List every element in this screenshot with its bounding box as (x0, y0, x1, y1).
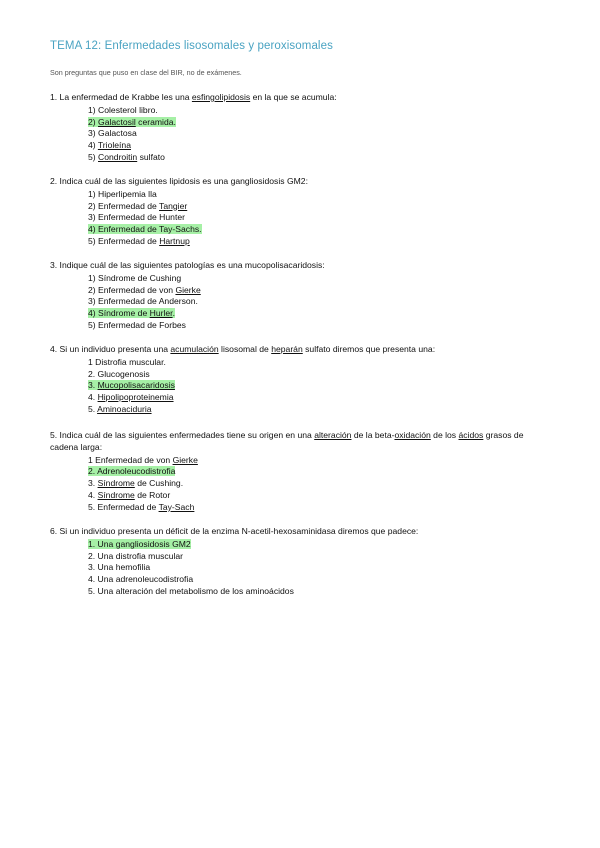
text-fragment: 4. (88, 392, 98, 403)
option-text (88, 490, 170, 500)
option (88, 562, 550, 574)
option-text (88, 551, 183, 561)
question-text (50, 92, 550, 104)
highlighted-answer (88, 224, 202, 234)
option (88, 105, 550, 117)
text-fragment: ceramida. (135, 116, 176, 127)
text-fragment: 4. Una adrenoleucodistrofia (88, 574, 194, 585)
text-fragment: 5) (88, 151, 99, 162)
text-fragment: 1. Una gangliosidosis GM2 (88, 538, 191, 549)
option-text (88, 574, 193, 584)
question-4 (50, 344, 550, 416)
option (88, 502, 550, 514)
highlighted-answer (88, 466, 175, 476)
option (88, 392, 550, 404)
option-text (88, 152, 165, 162)
underlined-term: Síndrome (97, 478, 135, 489)
text-fragment: 2) Enfermedad de (88, 200, 160, 211)
text-fragment: 1) Hiperlipemia lla (88, 188, 157, 199)
underlined-term: acumulación (170, 344, 219, 354)
option (88, 478, 550, 490)
question-text (50, 430, 550, 454)
option-text (88, 236, 190, 246)
text-fragment: 5. (88, 403, 98, 414)
underlined-term: Gierke (172, 454, 198, 465)
underlined-term: Tay-Sach (158, 501, 195, 512)
document-subtitle: Son preguntas que puso en clase del BIR, no de exámenes. (50, 68, 242, 77)
option (88, 490, 550, 502)
text-fragment: 1 Enfermedad de von (88, 454, 173, 465)
text-fragment: en la que se acumula: (250, 92, 337, 102)
underlined-term: Galactosil (98, 116, 136, 127)
option (88, 152, 550, 164)
option (88, 586, 550, 598)
text-fragment: de Rotor (134, 489, 171, 500)
option-text (88, 296, 198, 306)
text-fragment: sulfato (137, 151, 165, 162)
text-fragment: 3. Una hemofilia (88, 562, 151, 573)
underlined-term: heparán (271, 344, 303, 354)
text-fragment: 5) Enfermedad de Forbes (88, 319, 186, 330)
text-fragment: 3. (88, 380, 98, 391)
correct-option (88, 117, 550, 129)
option-text (88, 586, 294, 596)
question-2 (50, 176, 550, 248)
text-fragment: 1. La enfermedad de Krabbe les una (50, 92, 192, 102)
text-fragment: 3. (88, 478, 98, 489)
highlighted-answer (88, 380, 175, 390)
option (88, 369, 550, 381)
question-3 (50, 260, 550, 332)
underlined-term: Mucopolisacaridosis (97, 380, 175, 391)
text-fragment: 4) Síndrome de (88, 308, 150, 319)
underlined-term: alteración (314, 430, 352, 440)
underlined-term: Tangier (159, 200, 188, 211)
text-fragment: 1 Distrofia muscular. (88, 356, 166, 367)
option-text (88, 201, 187, 211)
text-fragment: 3) Enfermedad de Anderson. (88, 296, 198, 307)
option-text (88, 392, 174, 402)
text-fragment: grasos de cadena larga: (50, 430, 524, 452)
option-text (88, 212, 185, 222)
text-fragment: 4) Enfermedad de Tay-Sachs. (88, 224, 202, 235)
underlined-term: Trioleína (97, 140, 131, 151)
text-fragment: 4. (88, 489, 98, 500)
option (88, 285, 550, 297)
option (88, 574, 550, 586)
correct-option (88, 380, 550, 392)
text-fragment: de la beta- (351, 430, 395, 440)
option-text (88, 140, 131, 150)
underlined-term: oxidación (394, 430, 431, 440)
underlined-term: Hartnup (159, 235, 190, 246)
text-fragment: 2. Adrenoleucodistrofia (88, 466, 176, 477)
option-text (88, 455, 198, 465)
question-text (50, 344, 550, 356)
correct-option (88, 539, 550, 551)
option-text (88, 502, 194, 512)
option (88, 296, 550, 308)
text-fragment: 4) (88, 140, 98, 151)
option (88, 273, 550, 285)
option (88, 455, 550, 467)
text-fragment: 5) Enfermedad de (88, 235, 160, 246)
text-fragment: 3) Enfermedad de Hunter (88, 212, 185, 223)
text-fragment: 5. Indica cuál de las siguientes enfermedades tiene su origen en una (50, 430, 315, 440)
option-text (88, 478, 183, 488)
underlined-term: Síndrome (97, 489, 135, 500)
text-fragment: 1) Colesterol libro. (88, 104, 158, 115)
option-list (88, 539, 550, 598)
underlined-term: Hipolipoproteinemia (97, 392, 174, 403)
option (88, 236, 550, 248)
option-list (88, 105, 550, 164)
text-fragment: 2) (88, 116, 99, 127)
text-fragment: de los (430, 430, 459, 440)
text-fragment: 2. Indica cuál de las siguientes lipidosis es una gangliosidosis GM2: (50, 176, 308, 186)
question-1 (50, 92, 550, 164)
text-fragment: 4. Si un individuo presenta una (50, 344, 171, 354)
highlighted-answer (88, 117, 176, 127)
option-text (88, 369, 150, 379)
option-text (88, 562, 150, 572)
underlined-term: ácidos (458, 430, 484, 440)
correct-option (88, 308, 550, 320)
highlighted-answer (88, 539, 191, 549)
option (88, 404, 550, 416)
underlined-term: esfingolipidosis (191, 92, 251, 102)
text-fragment: 1) Síndrome de Cushing (88, 272, 182, 283)
option (88, 212, 550, 224)
option-list (88, 357, 550, 416)
option (88, 189, 550, 201)
option-text (88, 320, 186, 330)
option-text (88, 189, 157, 199)
question-text (50, 176, 550, 188)
option (88, 128, 550, 140)
correct-option (88, 224, 550, 236)
option (88, 140, 550, 152)
option-text (88, 285, 201, 295)
underlined-term: Condroitin (98, 151, 138, 162)
option-list (88, 189, 550, 248)
text-fragment: 2) Enfermedad de von (88, 284, 176, 295)
text-fragment: de Cushing. (134, 478, 184, 489)
option (88, 551, 550, 563)
underlined-term: Aminoaciduria (97, 403, 152, 414)
option (88, 357, 550, 369)
question-text (50, 260, 550, 272)
option-text (88, 357, 166, 367)
underlined-term: Hurler (149, 308, 173, 319)
underlined-term: Gierke (175, 284, 201, 295)
text-fragment: 5. Enfermedad de (88, 501, 159, 512)
option-text (88, 404, 152, 414)
text-fragment: 2. Una distrofia muscular (88, 550, 184, 561)
option-list (88, 455, 550, 514)
text-fragment: . (172, 308, 175, 319)
option-text (88, 273, 181, 283)
document-title: TEMA 12: Enfermedades lisosomales y peroxisomales (50, 40, 333, 52)
option-text (88, 105, 158, 115)
question-6 (50, 526, 550, 598)
text-fragment: 3) Galactosa (88, 128, 137, 139)
correct-option (88, 466, 550, 478)
option-list (88, 273, 550, 332)
highlighted-answer (88, 308, 175, 318)
text-fragment: 3. Indique cuál de las siguientes patologías es una mucopolisacaridosis: (50, 260, 325, 270)
question-5 (50, 430, 550, 514)
text-fragment: 2. Glucogenosis (88, 368, 150, 379)
text-fragment: lisosomal de (218, 344, 272, 354)
text-fragment: sulfato diremos que presenta una: (302, 344, 436, 354)
text-fragment: 5. Una alteración del metabolismo de los aminoácidos (88, 585, 294, 596)
option (88, 320, 550, 332)
text-fragment: 6. Si un individuo presenta un déficit de la enzima N-acetil-hexosaminidasa diremos que padece: (50, 526, 419, 536)
question-text (50, 526, 550, 538)
option-text (88, 128, 137, 138)
option (88, 201, 550, 213)
